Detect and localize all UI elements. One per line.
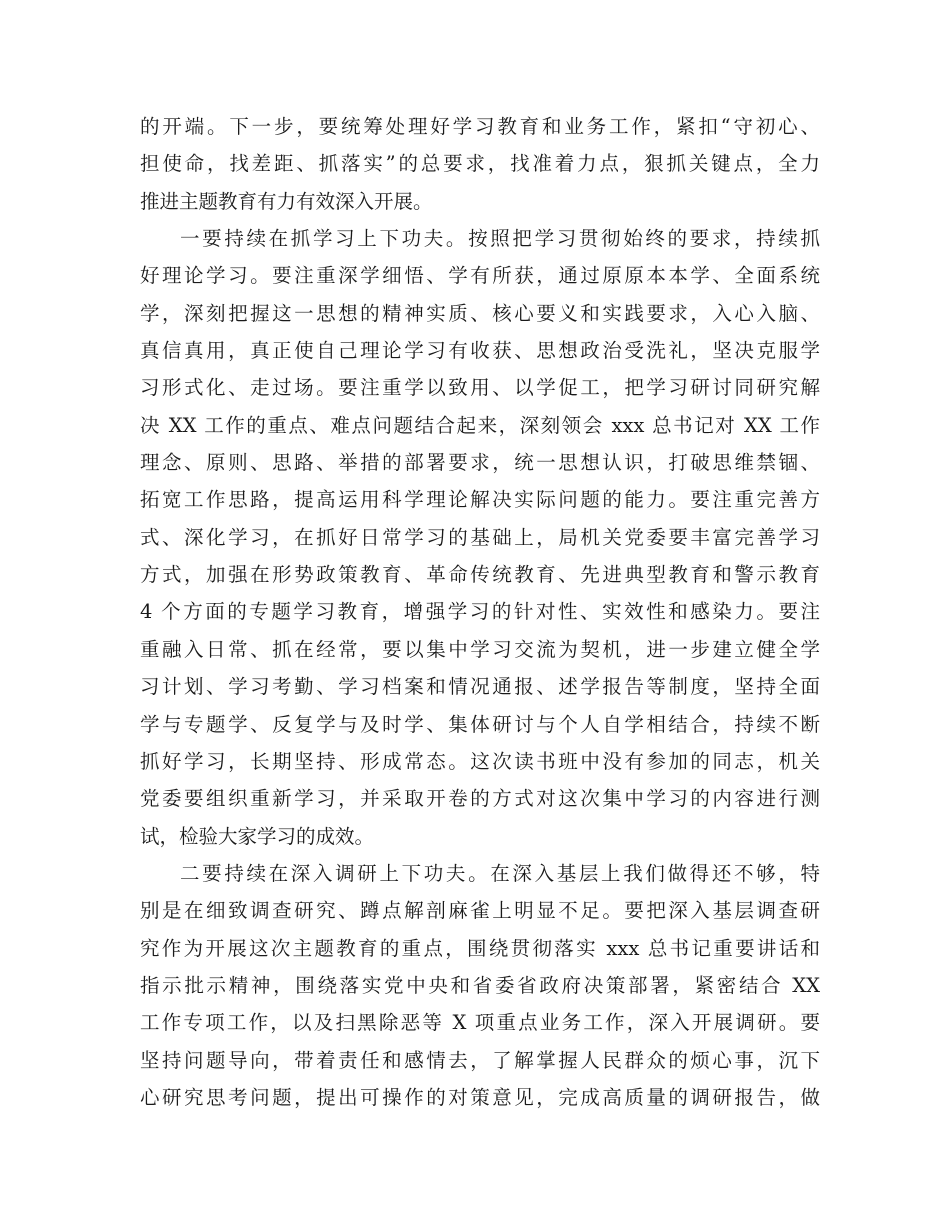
text-line: 4 个方面的专题学习教育，增强学习的针对性、实效性和感染力。要注	[140, 600, 820, 624]
text-line: 真信真用，真正使自己理论学习有收获、思想政治受洗礼，坚决克服学	[140, 339, 820, 363]
text-line: 的开端。下一步，要统筹处理好学习教育和业务工作，紧扣“守初心、	[140, 115, 820, 138]
text-line: 决 XX 工作的重点、难点问题结合起来，深刻领会 xxx 总书记对 XX 工作	[140, 413, 820, 437]
text-line: 究作为开展这次主题教育的重点，围绕贯彻落实 xxx 总书记重要讲话和	[140, 936, 820, 960]
text-line: 习计划、学习考勤、学习档案和情况通报、述学报告等制度，坚持全面	[140, 675, 820, 699]
text-line: 习形式化、走过场。要注重学以致用、以学促工，把学习研讨同研究解	[140, 376, 820, 400]
text-line: 拓宽工作思路，提高运用科学理论解决实际问题的能力。要注重完善方	[140, 488, 820, 512]
text-line: 推进主题教育有力有效深入开展。	[140, 189, 433, 213]
text-line: 理念、原则、思路、举措的部署要求，统一思想认识，打破思维禁锢、	[140, 451, 820, 475]
text-line: 别是在细致调查研究、蹲点解剖麻雀上明显不足。要把深入基层调查研	[140, 899, 820, 923]
text-line: 担使命，找差距、抓落实”的总要求，找准着力点，狠抓关键点，全力	[140, 152, 820, 176]
text-line: 心研究思考问题，提出可操作的对策意见，完成高质量的调研报告，做	[140, 1085, 820, 1109]
text-line: 式、深化学习，在抓好日常学习的基础上，局机关党委要丰富完善学习	[140, 525, 820, 549]
text-line: 好理论学习。要注重深学细悟、学有所获，通过原原本本学、全面系统	[140, 264, 820, 288]
text-line: 方式，加强在形势政策教育、革命传统教育、先进典型教育和警示教育	[140, 563, 820, 587]
text-line: 试，检验大家学习的成效。	[140, 824, 375, 848]
text-line: 党委要组织重新学习，并采取开卷的方式对这次集中学习的内容进行测	[140, 787, 820, 811]
text-line: 抓好学习，长期坚持、形成常态。这次读书班中没有参加的同志，机关	[140, 749, 820, 773]
document-body	[140, 108, 820, 1116]
text-line: 学与专题学、反复学与及时学、集体研讨与个人自学相结合，持续不断	[140, 712, 820, 736]
text-line: 一要持续在抓学习上下功夫。按照把学习贯彻始终的要求，持续抓	[180, 227, 820, 251]
text-line: 二要持续在深入调研上下功夫。在深入基层上我们做得还不够，特	[180, 861, 820, 885]
text-line: 指示批示精神，围绕落实党中央和省委省政府决策部署，紧密结合 XX	[140, 973, 820, 997]
text-line: 重融入日常、抓在经常，要以集中学习交流为契机，进一步建立健全学	[140, 637, 820, 661]
text-line: 坚持问题导向，带着责任和感情去，了解掌握人民群众的烦心事，沉下	[140, 1048, 820, 1072]
text-line: 学，深刻把握这一思想的精神实质、核心要义和实践要求，入心入脑、	[140, 301, 820, 325]
text-line: 工作专项工作，以及扫黑除恶等 X 项重点业务工作，深入开展调研。要	[140, 1011, 820, 1035]
